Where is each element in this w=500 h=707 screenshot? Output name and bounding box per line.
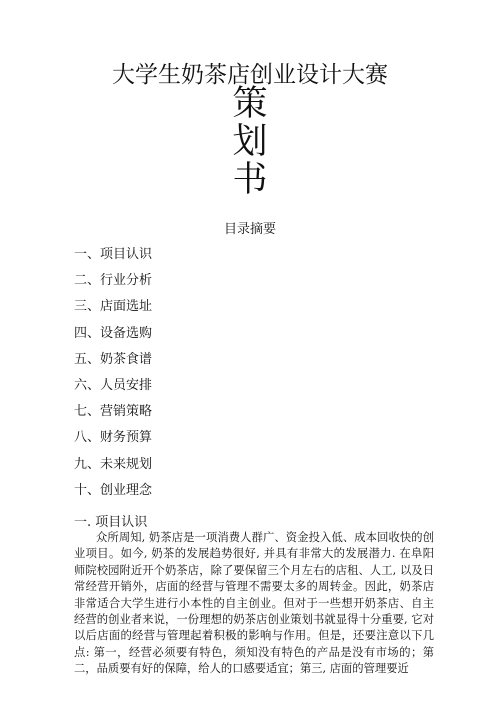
toc-item: 六、人员安排 — [74, 377, 153, 393]
toc-heading: 目录摘要 — [223, 222, 276, 237]
section-body-paragraph: 众所周知, 奶茶店是一项消费人群广、资金投入低、成本回收快的创业项目。如今, 奶茶的发展趋势很好, 并具有非常大的发展潜力. 在阜阳师院校园附近开个奶茶店，除了要保留三个月左右的店租、人工, 以及日常经营开销外，店面的经营与管理不需要太多的周转金。因此，奶茶店非常适合大学生进行小本性的自主创业。但对于一些想开奶茶店、自主经营的创业者来说，一份理想的奶茶店创业策划书就显得十分重要, 它对以后店面的经营与管理起着积极的影响与作用。但是，还要注意以下几点: 第一，经营必须要有特色，须知没有特色的产品是没有市场的；第二，品质要有好的保障，给人的口感要适宜；第三, 店面的管理要近 — [74, 531, 434, 676]
document-title: 大学生奶茶店创业设计大赛 — [112, 62, 388, 88]
title-char-shu: 书 — [232, 160, 268, 200]
table-of-contents — [74, 246, 152, 508]
toc-item: 二、行业分析 — [74, 273, 153, 289]
toc-item: 五、奶茶食谱 — [74, 351, 153, 367]
toc-item: 八、财务预算 — [74, 430, 153, 446]
title-char-hua: 划 — [232, 122, 268, 162]
toc-item: 七、营销策略 — [74, 404, 153, 420]
title-char-ce: 策 — [232, 84, 268, 124]
toc-item: 四、设备选购 — [74, 325, 153, 341]
section-heading: 一. 项目认识 — [74, 515, 148, 530]
toc-item: 三、店面选址 — [74, 299, 153, 315]
toc-item: 十、创业理念 — [74, 482, 153, 498]
toc-item: 九、未来规划 — [74, 456, 153, 472]
toc-item: 一、项目认识 — [74, 247, 153, 262]
